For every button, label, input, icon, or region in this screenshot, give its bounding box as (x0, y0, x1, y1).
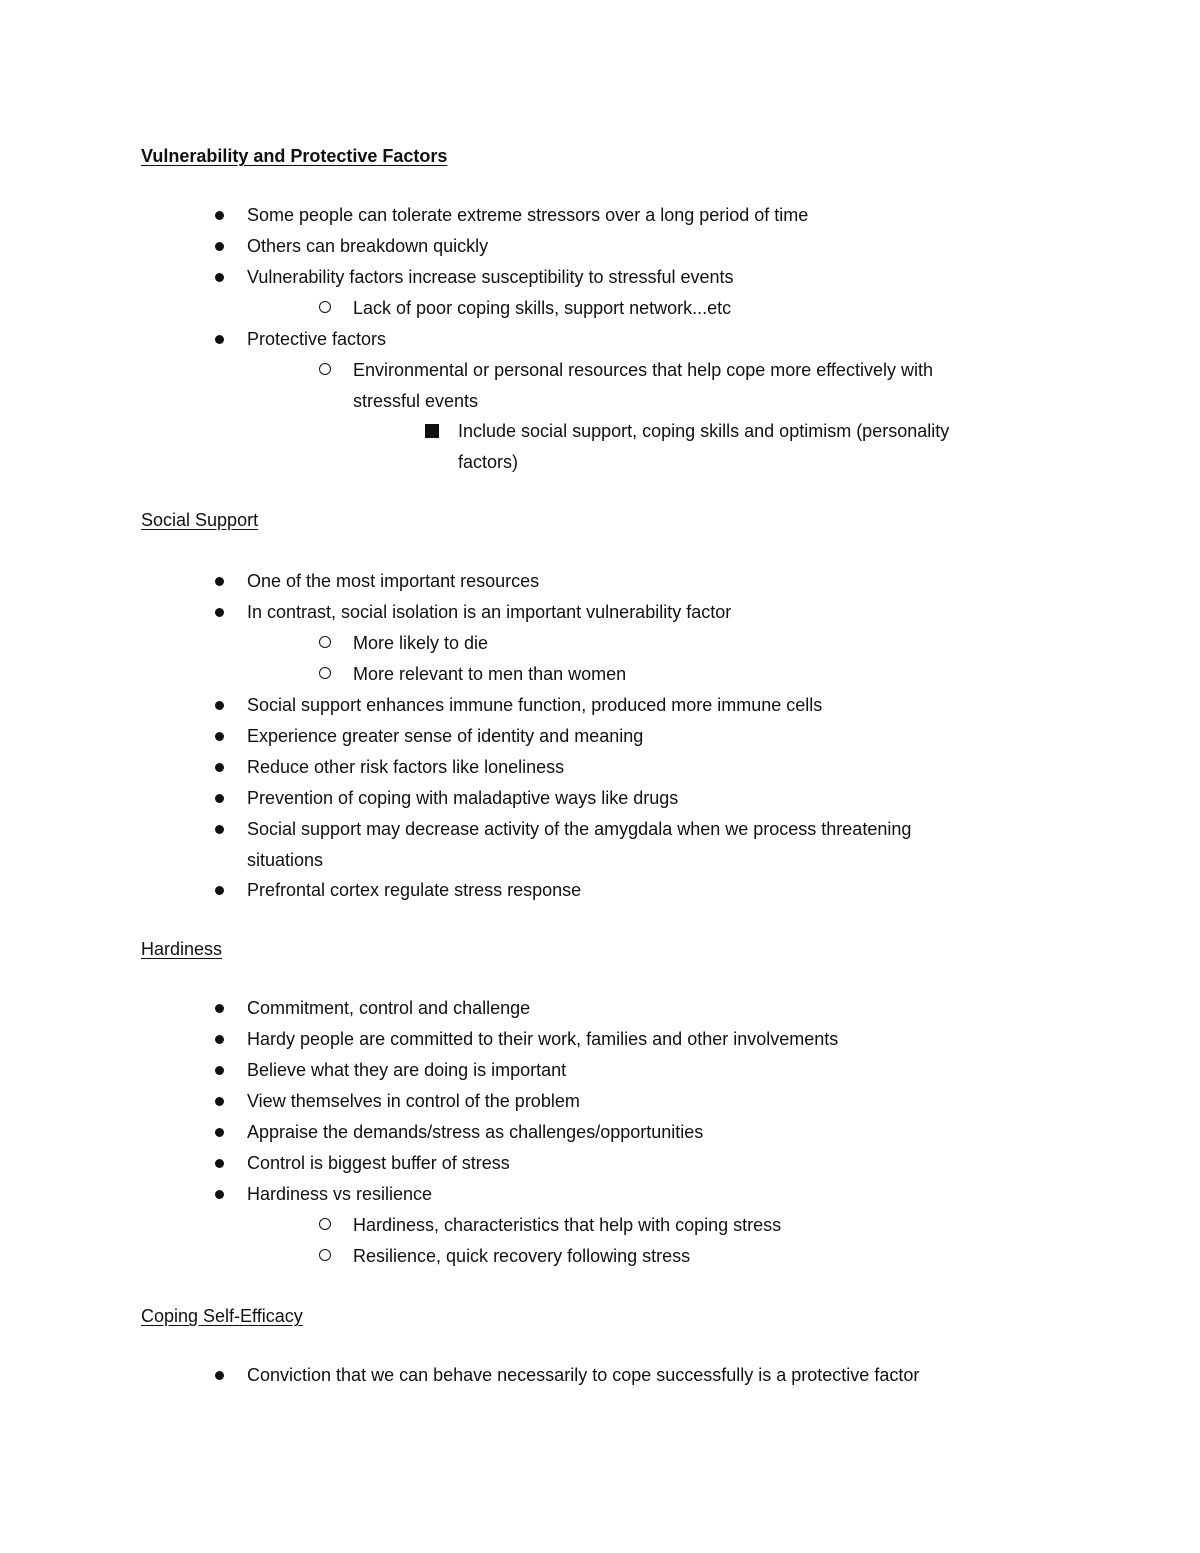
list-item: Others can breakdown quickly (247, 231, 488, 262)
filled-dot-bullet-icon (215, 1097, 224, 1106)
filled-dot-bullet-icon (215, 335, 224, 344)
section-heading-hardiness: Hardiness (141, 939, 223, 959)
list-item: Experience greater sense of identity and meaning (247, 721, 643, 752)
list-item: Prevention of coping with maladaptive ways like drugs (247, 783, 678, 814)
hollow-circle-bullet-icon (319, 1218, 331, 1230)
filled-dot-bullet-icon (215, 1190, 224, 1199)
filled-dot-bullet-icon (215, 701, 224, 710)
list-item: Appraise the demands/stress as challenges/opportunities (247, 1117, 703, 1148)
hollow-circle-bullet-icon (319, 636, 331, 648)
filled-dot-bullet-icon (215, 1371, 224, 1380)
list-item: In contrast, social isolation is an important vulnerability factor (247, 597, 731, 628)
filled-dot-bullet-icon (215, 1128, 224, 1137)
sub-list-item: More likely to die (353, 628, 488, 659)
section-heading-coping-self-efficacy: Coping Self-Efficacy (141, 1306, 303, 1326)
filled-dot-bullet-icon (215, 825, 224, 834)
filled-dot-bullet-icon (215, 794, 224, 803)
filled-dot-bullet-icon (215, 886, 224, 895)
list-item: Believe what they are doing is important (247, 1055, 566, 1086)
hollow-circle-bullet-icon (319, 667, 331, 679)
filled-dot-bullet-icon (215, 763, 224, 772)
filled-dot-bullet-icon (215, 1035, 224, 1044)
filled-dot-bullet-icon (215, 577, 224, 586)
hollow-circle-bullet-icon (319, 1249, 331, 1261)
list-item: Social support enhances immune function, produced more immune cells (247, 690, 822, 721)
sub-list-item: Lack of poor coping skills, support network...etc (353, 293, 731, 324)
list-item: Commitment, control and challenge (247, 993, 530, 1024)
filled-dot-bullet-icon (215, 732, 224, 741)
list-item: Reduce other risk factors like loneliness (247, 752, 564, 783)
list-item: Hardiness vs resilience (247, 1179, 432, 1210)
list-item: Protective factors (247, 324, 386, 355)
filled-dot-bullet-icon (215, 211, 224, 220)
list-item: Some people can tolerate extreme stressors over a long period of time (247, 200, 808, 231)
list-item: Hardy people are committed to their work, families and other involvements (247, 1024, 838, 1055)
hollow-circle-bullet-icon (319, 363, 331, 375)
filled-dot-bullet-icon (215, 242, 224, 251)
list-item: Control is biggest buffer of stress (247, 1148, 510, 1179)
filled-dot-bullet-icon (215, 273, 224, 282)
filled-dot-bullet-icon (215, 1066, 224, 1075)
section-heading-vulnerability: Vulnerability and Protective Factors (141, 146, 448, 166)
list-item: View themselves in control of the problem (247, 1086, 580, 1117)
filled-square-bullet-icon (425, 424, 439, 438)
hollow-circle-bullet-icon (319, 301, 331, 313)
sub-list-item: Hardiness, characteristics that help with coping stress (353, 1210, 781, 1241)
sub-sub-list-item: Include social support, coping skills and optimism (personality factors) (458, 416, 949, 478)
sub-list-item: Resilience, quick recovery following stress (353, 1241, 690, 1272)
section-heading-social-support: Social Support (141, 510, 259, 530)
list-item: Vulnerability factors increase susceptibility to stressful events (247, 262, 734, 293)
list-item: One of the most important resources (247, 566, 539, 597)
list-item: Social support may decrease activity of the amygdala when we process threatening situations (247, 814, 911, 876)
filled-dot-bullet-icon (215, 1004, 224, 1013)
list-item: Prefrontal cortex regulate stress response (247, 875, 581, 906)
list-item: Conviction that we can behave necessarily to cope successfully is a protective factor (247, 1360, 919, 1391)
sub-list-item: More relevant to men than women (353, 659, 626, 690)
sub-list-item: Environmental or personal resources that help cope more effectively with stressful events (353, 355, 933, 417)
filled-dot-bullet-icon (215, 608, 224, 617)
filled-dot-bullet-icon (215, 1159, 224, 1168)
